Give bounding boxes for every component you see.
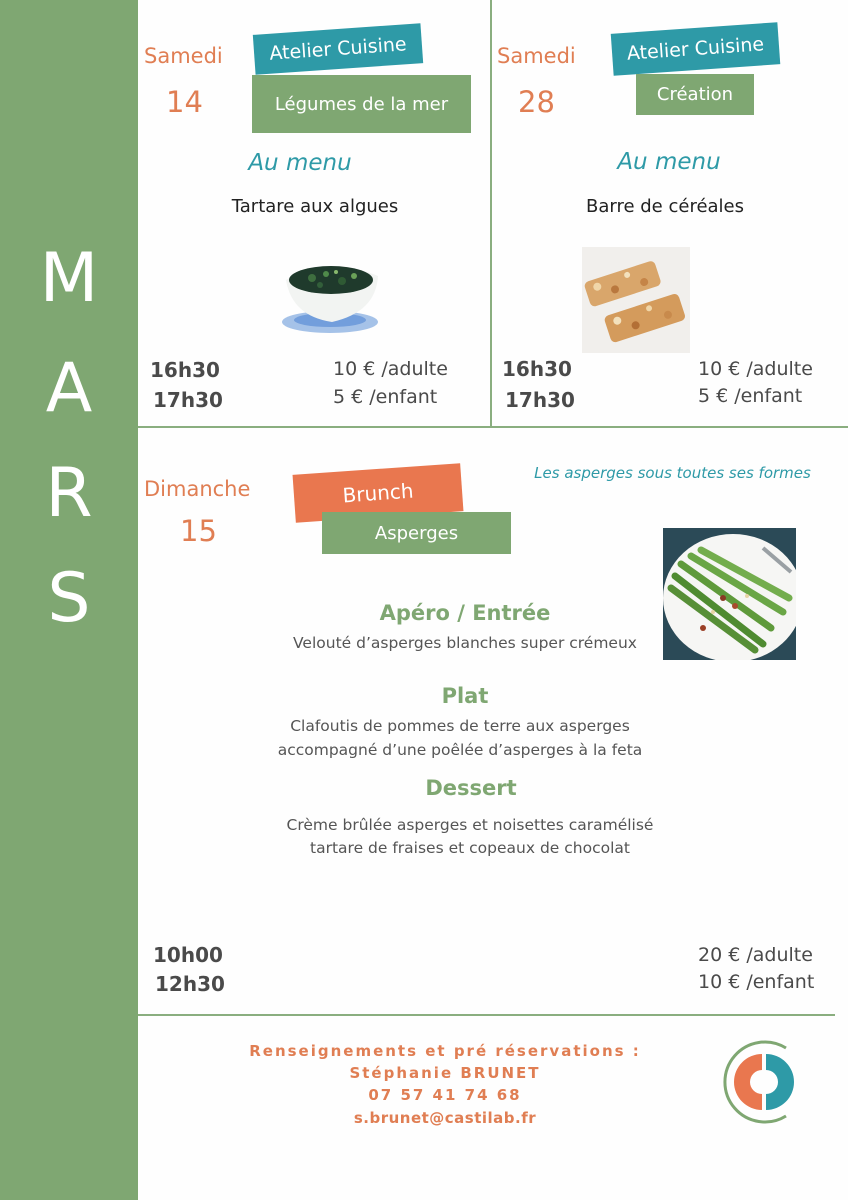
event2-price-adult: 10 € /adulte: [698, 358, 813, 380]
course-text-line: Velouté d’asperges blanches super crémeux: [293, 634, 637, 652]
asparagus-photo: [663, 528, 796, 660]
course-text-line: accompagné d’une poêlée d’asperges à la feta: [277, 741, 643, 759]
event1-start-time: 16h30: [150, 358, 220, 382]
event1-workshop-tag: Atelier Cuisine: [253, 23, 423, 75]
course-text-line: tartare de fraises et copeaux de chocolat: [310, 839, 630, 857]
castilab-logo: [716, 1034, 808, 1130]
horizontal-divider: [138, 1014, 835, 1016]
month-letter: S: [47, 559, 91, 638]
cereal-bar-photo: [582, 247, 690, 353]
event1-price-child: 5 € /enfant: [333, 386, 438, 408]
seaweed-tartare-photo: [264, 248, 400, 344]
event1-day-name: Samedi: [144, 44, 223, 68]
contact-phone[interactable]: 07 57 41 74 68: [368, 1086, 522, 1104]
event1-price-adult: 10 € /adulte: [333, 358, 448, 380]
vertical-divider: [490, 0, 492, 427]
event2-end-time: 17h30: [505, 388, 575, 412]
event3-tagline: Les asperges sous toutes ses formes: [534, 464, 811, 482]
event3-day-number: 15: [180, 514, 217, 548]
event2-dish: Barre de céréales: [585, 196, 745, 217]
event1-day-number: 14: [166, 85, 203, 119]
event2-menu-label: Au menu: [617, 149, 721, 175]
event2-price-child: 5 € /enfant: [698, 385, 803, 407]
event3-price-child: 10 € /enfant: [698, 971, 815, 993]
event3-brunch-tag: Brunch: [293, 463, 464, 523]
event1-dish: Tartare aux algues: [231, 196, 399, 217]
course-title-starter: Apéro / Entrée: [379, 601, 551, 625]
event2-theme-tag: Création: [636, 74, 754, 115]
event3-end-time: 12h30: [155, 972, 225, 996]
event2-day-number: 28: [518, 85, 555, 119]
event3-start-time: 10h00: [153, 943, 223, 967]
contact-email[interactable]: [220, 1109, 670, 1127]
horizontal-divider: [138, 426, 848, 428]
contact-email-text[interactable]: s.brunet@castilab.fr: [353, 1109, 537, 1127]
event2-day-name: Samedi: [497, 44, 576, 68]
month-letter: M: [39, 239, 99, 318]
course-title-dessert: Dessert: [425, 776, 517, 800]
event3-theme-tag: Asperges: [322, 512, 511, 554]
event3-day-name: Dimanche: [144, 477, 251, 501]
course-title-main: Plat: [441, 684, 489, 708]
event1-theme-tag: Légumes de la mer: [252, 75, 471, 133]
event2-workshop-tag: Atelier Cuisine: [611, 22, 781, 76]
month-sidebar: [0, 0, 138, 1200]
course-text-line: Clafoutis de pommes de terre aux asperges: [290, 717, 630, 735]
course-text-line: Crème brûlée asperges et noisettes caramélisé: [286, 816, 654, 834]
contact-name: Stéphanie BRUNET: [349, 1064, 541, 1082]
event1-end-time: 17h30: [153, 388, 223, 412]
event2-start-time: 16h30: [502, 357, 572, 381]
event1-menu-label: Au menu: [248, 150, 352, 176]
month-letter: A: [45, 349, 93, 428]
contact-heading: Renseignements et pré réservations :: [249, 1042, 641, 1060]
month-letter: R: [45, 454, 93, 533]
event3-price-adult: 20 € /adulte: [698, 944, 813, 966]
